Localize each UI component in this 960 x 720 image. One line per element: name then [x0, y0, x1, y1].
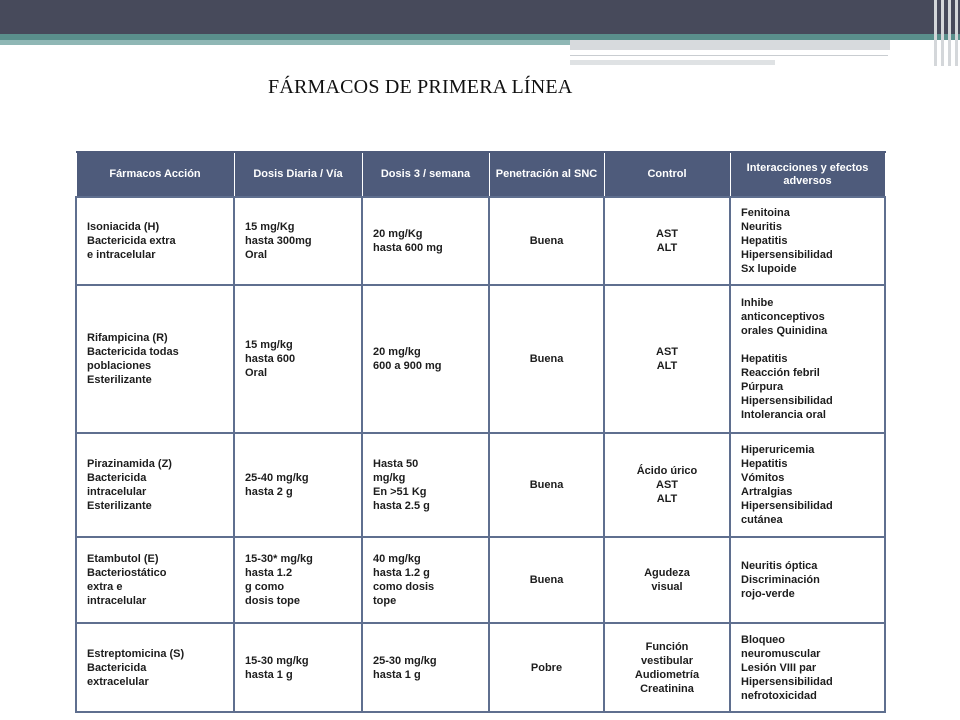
header-farmacos: Fármacos Acción: [76, 152, 234, 197]
drug-cell: Etambutol (E) Bacteriostático extra e intracelular: [76, 537, 234, 623]
weekly-dose-cell: Hasta 50 mg/kg En >51 Kg hasta 2.5 g: [362, 433, 489, 537]
header-penetracion-snc: Penetración al SNC: [489, 152, 604, 197]
table-row: [76, 433, 885, 537]
drug-cell: Isoniacida (H) Bactericida extra e intracelular: [76, 197, 234, 285]
daily-dose-cell: 15 mg/kg hasta 600 Oral: [234, 285, 362, 433]
adverse-effects-cell: Bloqueo neuromuscular Lesión VIII par Hipersensibilidad nefrotoxicidad: [730, 623, 885, 712]
header-dosis-semana: Dosis 3 / semana: [362, 152, 489, 197]
snc-cell: Buena: [489, 285, 604, 433]
snc-cell: Buena: [489, 197, 604, 285]
control-cell: AST ALT: [604, 197, 730, 285]
adverse-effects-cell: Hiperuricemia Hepatitis Vómitos Artralgias Hipersensibilidad cutánea: [730, 433, 885, 537]
daily-dose-cell: 15-30 mg/kg hasta 1 g: [234, 623, 362, 712]
slide-header-vertical-lines: [930, 0, 960, 66]
adverse-effects-cell: Inhibe anticonceptivos orales Quinidina Hepatitis Reacción febril Púrpura Hipersensibilidad Intolerancia oral: [730, 285, 885, 433]
weekly-dose-cell: 40 mg/kg hasta 1.2 g como dosis tope: [362, 537, 489, 623]
weekly-dose-cell: 20 mg/kg 600 a 900 mg: [362, 285, 489, 433]
weekly-dose-cell: 20 mg/Kg hasta 600 mg: [362, 197, 489, 285]
table-row: [76, 285, 885, 433]
slide-header-gray-strip-short: [570, 60, 775, 65]
table-row: [76, 537, 885, 623]
header-control: Control: [604, 152, 730, 197]
slide-header-accent-line-light: [0, 40, 570, 45]
snc-cell: Buena: [489, 537, 604, 623]
drug-table: [75, 151, 886, 713]
drug-cell: Pirazinamida (Z) Bactericida intracelular Esterilizante: [76, 433, 234, 537]
table-header-row: [76, 152, 885, 197]
snc-cell: Pobre: [489, 623, 604, 712]
weekly-dose-cell: 25-30 mg/kg hasta 1 g: [362, 623, 489, 712]
control-cell: Ácido úrico AST ALT: [604, 433, 730, 537]
drug-cell: Estreptomicina (S) Bactericida extracelular: [76, 623, 234, 712]
header-dosis-diaria: Dosis Diaria / Vía: [234, 152, 362, 197]
daily-dose-cell: 15-30* mg/kg hasta 1.2 g como dosis tope: [234, 537, 362, 623]
header-interacciones: Interacciones y efectos adversos: [730, 152, 885, 197]
control-cell: Agudeza visual: [604, 537, 730, 623]
slide-header-white-segment: [570, 52, 888, 56]
table-row: [76, 197, 885, 285]
slide-header-bar: [0, 0, 960, 34]
control-cell: Función vestibular Audiometría Creatinina: [604, 623, 730, 712]
control-cell: AST ALT: [604, 285, 730, 433]
daily-dose-cell: 15 mg/Kg hasta 300mg Oral: [234, 197, 362, 285]
slide-header-gray-strip: [570, 40, 890, 50]
adverse-effects-cell: Neuritis óptica Discriminación rojo-verde: [730, 537, 885, 623]
slide-title: FÁRMACOS DE PRIMERA LÍNEA: [268, 76, 573, 98]
snc-cell: Buena: [489, 433, 604, 537]
daily-dose-cell: 25-40 mg/kg hasta 2 g: [234, 433, 362, 537]
adverse-effects-cell: Fenitoina Neuritis Hepatitis Hipersensibilidad Sx lupoide: [730, 197, 885, 285]
drug-cell: Rifampicina (R) Bactericida todas poblaciones Esterilizante: [76, 285, 234, 433]
table-row: [76, 623, 885, 712]
